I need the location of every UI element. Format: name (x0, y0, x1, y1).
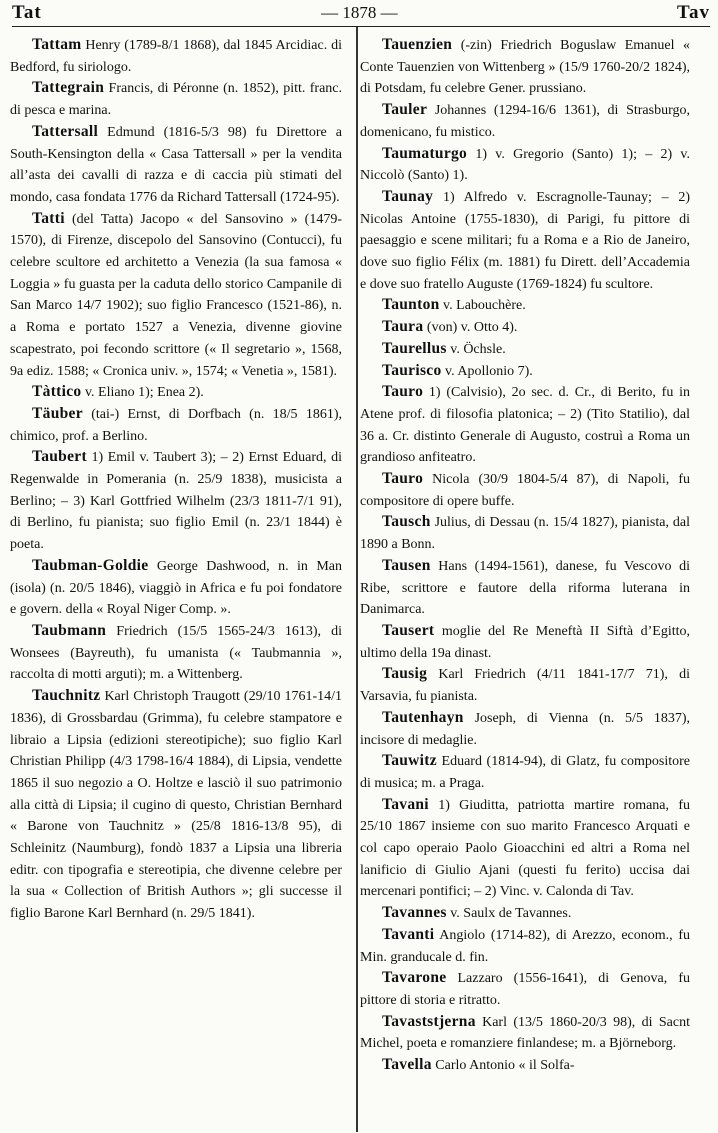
entry-headword: Tauwitz (382, 752, 437, 770)
entry-headword: Taurisco (382, 361, 442, 379)
dictionary-entry (360, 751, 690, 794)
dictionary-entry (360, 664, 690, 707)
entry-text: Karl Christoph Traugott (29/10 1761-14/1 1836), di Grossbardau (Grimma), fu celebre stampatore e libraio a Lipsia (edizioni stereotipiche); suo figlio Karl Christian Philipp (4/3 1798-16/4 1884), di Lipsia, vendette 1865 il suo negozio a O. Holtze e lasciò il suo patrimonio alla città di Lipsia; il cugino di questo, Christian Bernhard « Barone von Tauchnitz » (25/8 1816-13/8 95), di Schleinitz (Naumburg), fondò 1837 a Lipsia una libreria editr. con tipografia e stereotipia, che divenne celebre per la sua « Collection of British Authors »; gli successe il figlio Barone Karl Bernhard (n. 29/5 1841). (10, 689, 342, 922)
entry-headword: Tattegrain (32, 79, 105, 97)
entry-text: Nicola (30/9 1804-5/4 87), di Napoli, fu compositore di opere buffe. (360, 472, 690, 509)
entry-headword: Tatti (32, 209, 65, 227)
entry-headword: Taubman-Goldie (32, 556, 149, 574)
entry-headword: Tattersall (32, 122, 99, 140)
dictionary-entry (360, 512, 690, 555)
entry-text: (-zin) Friedrich Boguslaw Emanuel « Conte Tauenzien von Wittenberg » (15/9 1760-20/2 1824), di Potsdam, fu celebre Gener. prussiano. (360, 38, 690, 97)
dictionary-entry (360, 968, 690, 1011)
entry-text: 1) Emil v. Taubert 3); – 2) Ernst Eduard, di Regenwalde in Pomerania (n. 25/9 1838), musicista a Berlino; – 3) Karl Gottfried Wilhelm (23/3 1811-7/1 91), di Berlino, fu pianista; suo figlio Emil (n. 23/1 1844) è poeta. (10, 450, 342, 553)
entry-text: v. Eliano 1); Enea 2). (81, 385, 204, 401)
header-right-guide-word: Tav (677, 2, 710, 23)
entry-text: Karl (13/5 1860-20/3 98), di Sacnt Michel, poeta e romanziere finlandese; m. a Björneborg. (360, 1014, 690, 1052)
dictionary-entry (360, 144, 690, 187)
entry-text: Edmund (1816-5/3 98) fu Direttore a South-Kensington della « Casa Tattersall » per la vendita all’asta dei cavalli di razza e di caccia più stimati del mondo, casa fondata 1776 da Richard Tattersall (1724-95). (10, 124, 342, 205)
entry-headword: Tautenhayn (382, 708, 464, 726)
entry-headword: Tavani (382, 795, 429, 813)
entry-text: 1) Giuditta, patriotta martire romana, fu 25/10 1867 insieme con suo marito Francesco Arquati e col capo operaio Paolo Gioacchini ed altri a Roma nel lanificio di Giulio Ajani (questi fu ferito) uccisa dai mercenari pontifici; – 2) Vinc. v. Calonda di Tav. (360, 797, 690, 900)
entry-text: Eduard (1814-94), di Glatz, fu compositore di musica; m. a Praga. (360, 754, 690, 791)
entry-headword: Taunay (382, 187, 434, 205)
entry-headword: Tattam (32, 36, 82, 53)
entry-headword: Tauler (382, 101, 428, 119)
entry-text: 1) (Calvisio), 2o sec. d. Cr., di Berito, fu in Atene prof. di filosofia platonica; – 2) (Tito Statilio), dal 36 a. Cr. distinto Generale di Augusto, costruì a Roma un grandioso anfiteatro. (360, 385, 690, 466)
entry-text: Johannes (1294-16/6 1361), di Strasburgo, domenicano, fu mistico. (360, 103, 690, 140)
entry-headword: Tauchnitz (32, 687, 101, 705)
entry-text: George Dashwood, n. in Man (isola) (n. 20/5 1846), viaggiò in Africa e fu poi fondatore e govern. della « Royal Niger Comp. ». (10, 558, 342, 618)
entry-text: 1) Alfredo v. Escragnolle-Taunay; – 2) Nicolas Antoine (1755-1830), di Parigi, fu pittore di paesaggio e scene militari; fu a Roma e a Rio de Janeiro, dove suo figlio Félix (m. 1881) fu Dirett. dell’Accademia e dove suo fratello Auguste (1769-1824) fu scultore. (360, 189, 690, 292)
entry-text: (von) v. Otto 4). (423, 320, 518, 336)
dictionary-entry (360, 708, 690, 751)
entry-headword: Tavannes (382, 904, 447, 922)
dictionary-entry (360, 295, 690, 317)
entry-text: v. Labouchère. (439, 298, 526, 314)
entry-text: Joseph, di Vienna (n. 5/5 1837), incisore di medaglie. (360, 710, 690, 748)
entry-headword: Tàttico (32, 383, 82, 401)
entry-headword: Täuber (32, 404, 83, 422)
header-left-guide-word: Tat (12, 2, 42, 23)
entry-headword: Tavaststjerna (382, 1012, 476, 1030)
entry-text: Angiolo (1714-82), di Arezzo, econom., fu Min. granducale d. fin. (360, 927, 690, 965)
entry-headword: Taunton (382, 296, 440, 314)
entry-headword: Taurellus (382, 339, 447, 357)
entry-headword: Tauro (382, 383, 424, 401)
two-column-body (10, 35, 712, 1077)
dictionary-entry (10, 78, 342, 121)
page-header (12, 0, 710, 27)
entry-text: Francis, di Péronne (n. 1852), pitt. franc. di pesca e marina. (10, 81, 342, 119)
dictionary-entry (360, 187, 690, 296)
entry-text: Karl Friedrich (4/11 1841-17/7 71), di Varsavia, fu pianista. (360, 667, 690, 705)
dictionary-entry (10, 621, 342, 686)
entry-text: Carlo Antonio « il Solfa- (431, 1058, 575, 1074)
entry-text: Hans (1494-1561), danese, fu Vescovo di Ribe, scrittore e fautore della riforma luterana in Danimarca. (360, 558, 690, 618)
dictionary-entry (10, 209, 342, 383)
entry-headword: Taura (382, 318, 424, 336)
entry-headword: Tavarone (382, 969, 447, 987)
dictionary-entry (360, 621, 690, 664)
entry-headword: Tausch (382, 513, 431, 531)
entry-text: Lazzaro (1556-1641), di Genova, fu pittore di storia e ritratto. (360, 971, 690, 1008)
entry-headword: Tauenzien (382, 36, 453, 53)
dictionary-entry (10, 447, 342, 556)
entry-text: 1) v. Gregorio (Santo) 1); – 2) v. Niccolò (Santo) 1). (360, 146, 690, 184)
entry-text: v. Apollonio 7). (441, 363, 533, 379)
dictionary-entry (360, 317, 690, 339)
entry-headword: Taubmann (32, 621, 107, 639)
dictionary-entry (360, 100, 690, 143)
dictionary-entry (10, 122, 342, 209)
entry-text: Friedrich (15/5 1565-24/3 1613), di Wonsees (Bayreuth), fu umanista (« Taubmannia », raccolta di motti arguti); m. a Wittenberg. (10, 623, 342, 683)
dictionary-entry (10, 35, 342, 78)
dictionary-entry (360, 469, 690, 512)
entry-headword: Tausig (382, 665, 428, 683)
right-column (350, 35, 690, 1077)
entry-text: (del Tatta) Jacopo « del Sansovino » (1479-1570), di Firenze, discepolo del Sansovino (Contucci), fu celebre scultore ed architetto a Venezia (la sua famosa « Loggia » fu guasta per la caduta dello storico Campanile di San Marco 14/7 1902); suo figlio Francesco (1521-86), n. a Roma e portato 1527 a Venezia, divenne giovine scapestrato, poi fecondo scrittore (« Il segretario », 1568, 9a ediz. 1588; « Cronica univ. », 1574; « Venetia », 1581). (10, 211, 342, 379)
dictionary-entry (360, 361, 690, 383)
entry-headword: Tavanti (382, 925, 435, 943)
column-divider (356, 27, 358, 1132)
dictionary-entry (360, 339, 690, 361)
entry-headword: Tausen (382, 556, 431, 574)
entry-headword: Tausert (382, 621, 435, 639)
entry-headword: Tauro (382, 470, 424, 488)
entry-text: Henry (1789-8/1 1868), dal 1845 Arcidiac. di Bedford, fu siriologo. (10, 38, 342, 75)
dictionary-entry (10, 382, 342, 404)
page-number: — 1878 — (321, 3, 398, 22)
dictionary-entry (360, 382, 690, 469)
dictionary-entry (10, 686, 342, 925)
entry-text: v. Öchsle. (446, 341, 506, 357)
entry-text: moglie del Re Meneftà II Siftà d’Egitto, ultimo della 19a dinast. (360, 623, 690, 661)
dictionary-entry (360, 903, 690, 925)
left-column (10, 35, 350, 1077)
entry-headword: Tavella (382, 1056, 432, 1074)
dictionary-entry (360, 556, 690, 621)
entry-headword: Taumaturgo (382, 144, 468, 162)
entry-text: v. Saulx de Tavannes. (446, 906, 572, 922)
dictionary-entry (10, 556, 342, 621)
dictionary-entry (360, 1012, 690, 1055)
entry-text: Julius, di Dessau (n. 15/4 1827), pianista, dal 1890 a Bonn. (360, 515, 690, 553)
dictionary-entry (10, 404, 342, 447)
dictionary-entry (360, 795, 690, 904)
entry-text: (tai-) Ernst, di Dorfbach (n. 18/5 1861), chimico, prof. a Berlino. (10, 406, 342, 444)
dictionary-entry (360, 1055, 690, 1077)
entry-headword: Taubert (32, 448, 87, 466)
dictionary-entry (360, 35, 690, 100)
dictionary-entry (360, 925, 690, 968)
